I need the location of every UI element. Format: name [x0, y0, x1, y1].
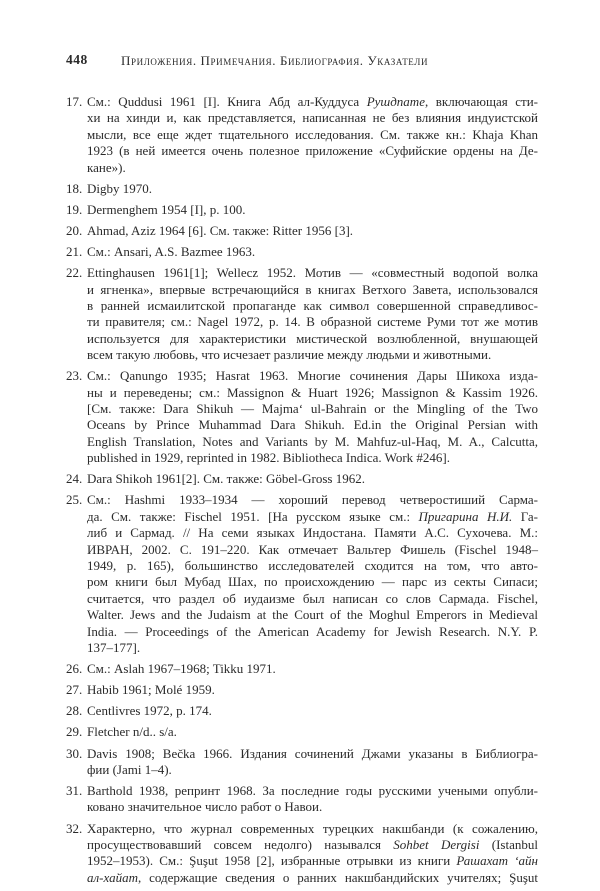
- text-line: [87, 607, 538, 623]
- text-line: [87, 724, 538, 740]
- endnote-number: 22.: [66, 265, 83, 281]
- text-line: [87, 127, 538, 143]
- text-line: [87, 558, 538, 574]
- text-line: [87, 94, 538, 110]
- text-segment: Barthold 1938, репринт 1968. За последние годы русскими учеными опубли-: [87, 783, 538, 799]
- text-line: [87, 202, 538, 218]
- text-line: [87, 110, 538, 126]
- text-line: [87, 624, 538, 640]
- text-segment: 1952–1953). См.: Şuşut 1958 [2], избранные отрывки из книги: [87, 853, 457, 869]
- text-segment: Dermenghem 1954 [I], p. 100.: [87, 201, 246, 217]
- text-segment: фии (Jami 1–4).: [87, 761, 172, 777]
- text-segment: либ и Сармад. // На семи языках Индостана. Памяти А.С. Сухочева. М.:: [87, 525, 538, 541]
- endnote-text: [87, 783, 538, 816]
- endnote: [66, 244, 538, 260]
- text-line: [87, 661, 538, 677]
- endnote: [66, 265, 538, 363]
- text-line: [87, 591, 538, 607]
- text-segment: published in 1929, reprinted in 1982. Bibliotheca Indica. Work #246].: [87, 450, 451, 466]
- text-segment: ром книги был Мубад Шах, по происхождению — парс из секты Сипаси;: [87, 574, 538, 590]
- text-line: [87, 542, 538, 558]
- text-segment: См.: Hashmi 1933–1934 — хороший перевод четверостиший Сарма-: [87, 492, 538, 508]
- text-segment: просуществовавший совсем недолго) назывался: [87, 836, 394, 852]
- endnote: [66, 661, 538, 677]
- text-line: [87, 143, 538, 159]
- text-line: [87, 853, 538, 869]
- endnote-text: [87, 724, 538, 740]
- text-line: [87, 347, 538, 363]
- text-segment: Habib 1961; Molé 1959.: [87, 682, 215, 698]
- text-segment: используется для характеристики мистической возлюбленной, внушающей: [87, 330, 538, 346]
- endnote-number: 18.: [66, 180, 83, 196]
- text-line: [87, 703, 538, 719]
- endnote: [66, 368, 538, 466]
- text-segment: Dara Shikoh 1961[2]. См. также: Göbel-Gross 1962.: [87, 471, 365, 487]
- text-segment: ковано значительное число работ о Навои.: [87, 799, 323, 815]
- endnote-text: [87, 682, 538, 698]
- text-segment: кане»).: [87, 159, 126, 175]
- text-segment: India. — Proceedings of the American Academy for Jewish Research. N.Y. P.: [87, 623, 538, 639]
- endnote: [66, 682, 538, 698]
- text-line: [87, 509, 538, 525]
- text-line: [87, 417, 538, 433]
- text-line: [87, 821, 538, 837]
- endnote-number: 28.: [66, 703, 83, 719]
- text-segment: См.: Quddusi 1961 [I]. Книга Абд ал-Куддуса: [87, 94, 367, 109]
- endnote-text: [87, 181, 538, 197]
- text-line: [87, 434, 538, 450]
- text-line: [87, 160, 538, 176]
- italic-title: ал-хайат: [87, 869, 138, 885]
- text-line: [87, 574, 538, 590]
- text-line: [87, 682, 538, 698]
- italic-title: Sohbet Dergisi: [393, 836, 480, 852]
- endnote-number: 25.: [66, 492, 83, 508]
- text-line: [87, 492, 538, 508]
- endnote: [66, 703, 538, 719]
- text-segment: хи на хинди и, как представляется, написанная не без влияния индуистской: [87, 110, 538, 126]
- text-line: [87, 368, 538, 384]
- text-line: [87, 762, 538, 778]
- text-segment: , включающая сти-: [424, 94, 538, 109]
- text-line: [87, 471, 538, 487]
- text-segment: Davis 1908; Bečka 1966. Издания сочинений Джами указаны в Библиогра-: [87, 745, 538, 761]
- italic-title: Рашахат ‘айн: [456, 853, 539, 869]
- text-segment: 1949, p. 165), большинство исследователей сходится на том, что авто-: [87, 558, 538, 574]
- text-segment: Centlivres 1972, p. 174.: [87, 703, 212, 719]
- text-segment: , содержащие сведения о ранних накшбандийских учителях; Şuşut: [137, 869, 538, 885]
- endnote-text: [87, 703, 538, 719]
- endnote: [66, 492, 538, 656]
- endnote-number: 17.: [66, 94, 83, 109]
- endnote-text: [87, 821, 538, 887]
- endnote-number: 30.: [66, 745, 83, 761]
- text-line: [87, 525, 538, 541]
- endnote-number: 29.: [66, 724, 83, 740]
- text-segment: См.: Qanungo 1935; Hasrat 1963. Многие сочинения Дары Шикоха изда-: [87, 368, 538, 384]
- endnote: [66, 223, 538, 239]
- endnote-text: [87, 265, 538, 363]
- text-segment: считается, что раздел об иудаизме был написан со слов Сармада. Fischel,: [87, 590, 538, 606]
- endnote-number: 26.: [66, 661, 83, 677]
- endnote: [66, 724, 538, 740]
- text-segment: мысли, все еще ждет тщательного исследования. См. также кн.: Khaja Khan: [87, 126, 538, 142]
- text-segment: 1923 (в ней имеется очень полезное приложение «Суфийские ордены на Де-: [87, 143, 538, 159]
- text-line: [87, 244, 538, 260]
- endnote-text: [87, 746, 538, 779]
- text-segment: да. См. также: Fischel 1951. [На русском языке см.:: [87, 508, 419, 524]
- text-line: [87, 223, 538, 239]
- endnote-text: [87, 368, 538, 466]
- text-line: [87, 331, 538, 347]
- endnote-number: 32.: [66, 820, 83, 836]
- text-segment: (Istanbul: [479, 836, 538, 852]
- text-segment: ны и переведены; см.: Massignon & Huart 1926; Massignon & Kassim 1926.: [87, 384, 538, 400]
- text-line: [87, 282, 538, 298]
- text-segment: Характерно, что журнал современных турецких накшбанди (к сожалению,: [87, 820, 538, 836]
- text-segment: Ettinghausen 1961[1]; Wellecz 1952. Мотив — «совместный водопой волка: [87, 265, 538, 281]
- text-segment: См.: Ansari, A.S. Bazmee 1963.: [87, 244, 256, 259]
- endnote: [66, 94, 538, 176]
- endnote-number: 21.: [66, 244, 83, 259]
- text-segment: Га-: [512, 508, 538, 524]
- text-line: [87, 298, 538, 314]
- endnote: [66, 746, 538, 779]
- endnotes-list: [66, 94, 538, 891]
- endnote-number: 31.: [66, 783, 83, 799]
- text-segment: в ранней исмаилитской пропаганде как символ совершенной справедливос-: [87, 297, 538, 313]
- text-segment: ИВРАН, 2002. С. 191–220. Как отмечает Вальтер Фишель (Fischel 1948–: [87, 541, 538, 557]
- endnote-text: [87, 471, 538, 487]
- endnote: [66, 471, 538, 487]
- text-segment: Fletcher n/d.. s/a.: [87, 724, 177, 740]
- text-segment: [См. также: Dara Shikuh — Majma‘ ul-Bahrain or the Mingling of the Two: [87, 401, 538, 417]
- text-segment: Ahmad, Aziz 1964 [6]. См. также: Ritter 1956 [3].: [87, 222, 354, 238]
- text-line: [87, 314, 538, 330]
- text-line: [87, 783, 538, 799]
- text-segment: Oceans by Prince Muhammad Dara Shikuh. Ed.in the Original Persian with: [87, 417, 538, 433]
- text-line: [87, 640, 538, 656]
- text-segment: English Translation, Notes and Variants by M. Mahfuz-ul-Haq, M. A., Calcutta,: [87, 433, 538, 449]
- endnote-number: 19.: [66, 201, 83, 217]
- endnote: [66, 181, 538, 197]
- text-line: [87, 746, 538, 762]
- text-segment: ти правителя; см.: Nagel 1972, p. 14. В образной системе Руми тот же мотив: [87, 314, 538, 330]
- text-line: [87, 870, 538, 886]
- endnote-number: 24.: [66, 471, 83, 487]
- italic-title: Рушдname: [366, 94, 425, 109]
- text-segment: Walter. Jews and the Judaism at the Court of the Moghul Emperors in Medieval: [87, 607, 538, 623]
- text-line: [87, 450, 538, 466]
- endnote-number: 27.: [66, 682, 83, 698]
- italic-title: Пригарина Н.И.: [418, 508, 513, 524]
- running-title: Приложения. Примечания. Библиография. Указатели: [121, 53, 429, 68]
- text-line: [87, 837, 538, 853]
- endnote: [66, 821, 538, 887]
- text-segment: 137–177].: [87, 640, 141, 656]
- endnote: [66, 202, 538, 218]
- text-line: [87, 401, 538, 417]
- endnote-text: [87, 492, 538, 656]
- endnote-number: 23.: [66, 368, 83, 384]
- text-line: [87, 181, 538, 197]
- endnote: [66, 783, 538, 816]
- endnote-text: [87, 94, 538, 176]
- endnote-text: [87, 202, 538, 218]
- text-line: [87, 799, 538, 815]
- endnote-number: 20.: [66, 222, 83, 238]
- text-segment: и ягненка», впервые встречающийся в книгах Ветхого Завета, использовался: [87, 281, 538, 297]
- text-segment: См.: Aslah 1967–1968; Tikku 1971.: [87, 661, 276, 677]
- endnote-text: [87, 244, 538, 260]
- text-segment: всем такую любовь, что исчезает различие между людьми и животными.: [87, 347, 492, 363]
- running-header: [66, 52, 538, 72]
- endnote-text: [87, 661, 538, 677]
- text-segment: Digby 1970.: [87, 180, 152, 196]
- endnote-text: [87, 223, 538, 239]
- text-line: [87, 265, 538, 281]
- page-number: 448: [66, 52, 88, 67]
- text-line: [87, 385, 538, 401]
